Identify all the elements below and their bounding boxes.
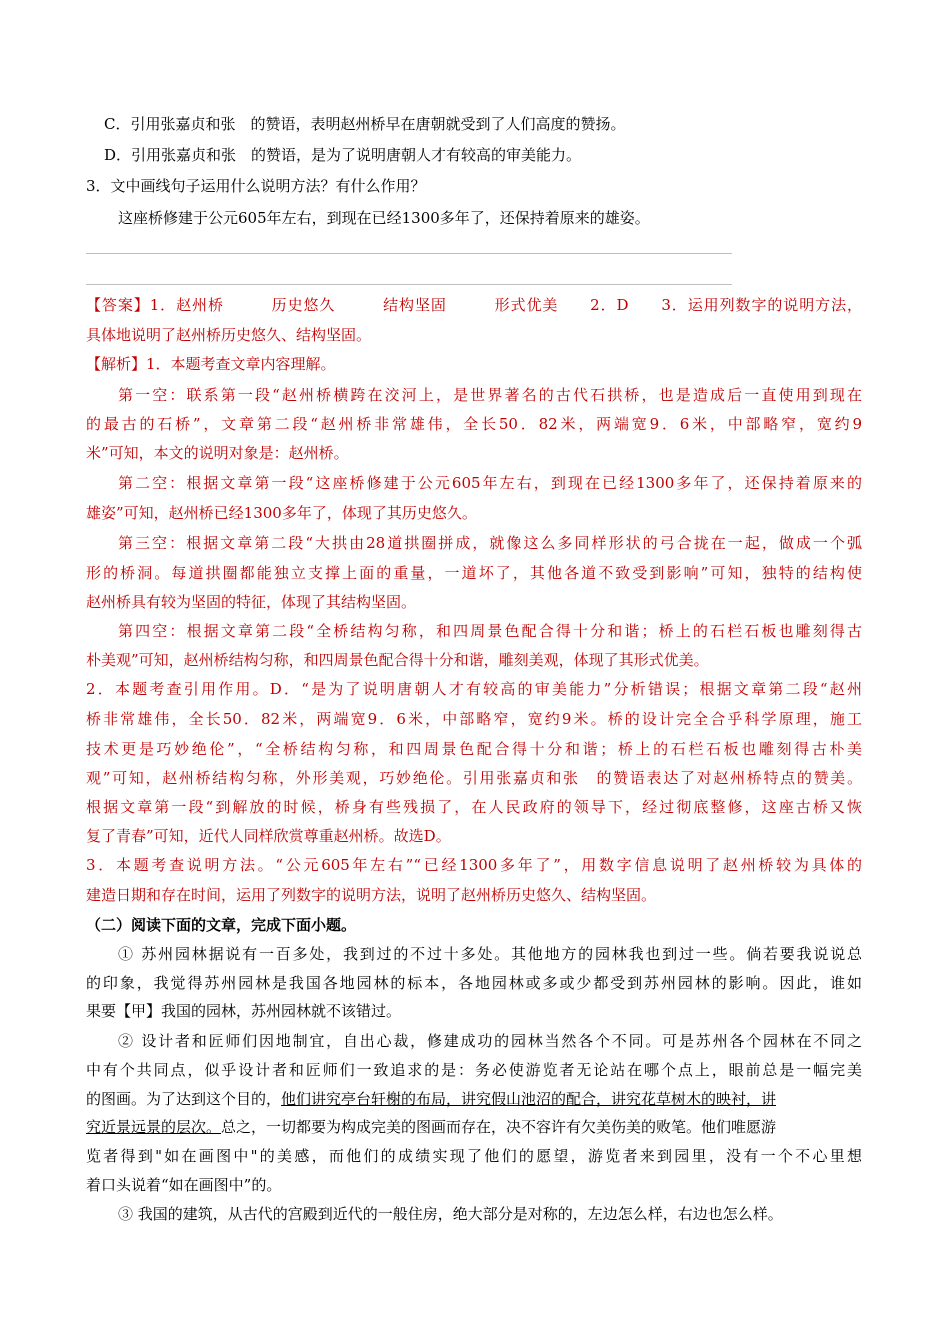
- analysis-text: 复了青春”可知，近代人同样欣赏尊重赵州桥。故选D。: [86, 827, 451, 845]
- passage-text: 的印象，我觉得苏州园林是我国各地园林的标本，各地园林或多或少都受到苏州园林的影响。因此，谁如: [86, 974, 862, 992]
- analysis-text: 观”可知，赵州桥结构匀称，外形美观，巧妙绝伦。引用张嘉贞和张 的赞语表达了对赵州桥特点的赞美。: [86, 769, 862, 787]
- analysis-text: 2．本题考查引用作用。D．“是为了说明唐朝人才有较高的审美能力”分析错误；根据文章第二段“赵州: [86, 680, 862, 698]
- analysis-text: 第一空：联系第一段“赵州桥横跨在洨河上，是世界著名的古代石拱桥，也是造成后一直使用到现在: [118, 386, 862, 404]
- analysis-text: 朴美观”可知，赵州桥结构匀称，和四周景色配合得十分和谐，雕刻美观，体现了其形式优美。: [86, 651, 709, 669]
- passage-text: 中有个共同点，似乎设计者和匠师们一致追求的是：务必使游览者无论站在哪个点上，眼前总是一幅完美: [86, 1061, 862, 1079]
- passage-text: 果要【甲】我国的园林，苏州园林就不该错过。: [86, 1002, 402, 1020]
- passage-text: ② 设计者和匠师们因地制宜，自出心裁，修建成功的园林当然各个不同。可是苏州各个园林在不同之: [118, 1032, 862, 1050]
- analysis-text: 建造日期和存在时间，运用了列数字的说明方法，说明了赵州桥历史悠久、结构坚固。: [86, 886, 657, 904]
- passage-text: ① 苏州园林据说有一百多处，我到过的不过十多处。其他地方的园林我也到过一些。倘若要我说说总: [118, 945, 862, 963]
- passage-plain-text: 的图画。为了达到这个目的，: [86, 1090, 282, 1108]
- analysis-text: 雄姿”可知，赵州桥已经1300多年了，体现了其历史悠久。: [86, 504, 477, 522]
- option-d: D．引用张嘉贞和张 的赞语，是为了说明唐朝人才有较高的审美能力。: [104, 146, 582, 164]
- analysis-text: 第四空：根据文章第二段“全桥结构匀称，和四周景色配合得十分和谐；桥上的石栏石板也雕刻得古: [118, 622, 862, 640]
- passage-text: ③ 我国的建筑，从古代的宫殿到近代的一般住房，绝大部分是对称的，左边怎么样，右边也怎么样。: [118, 1205, 783, 1223]
- analysis-heading: 【解析】1．本题考查文章内容理解。: [86, 355, 336, 373]
- analysis-text: 第二空：根据文章第一段“这座桥修建于公元605年左右，到现在已经1300多年了，还保持着原来的: [118, 474, 862, 492]
- analysis-text: 形的桥洞。每道拱圈都能独立支撑上面的重量，一道坏了，其他各道不致受到影响”可知，独特的结构使: [86, 564, 862, 582]
- analysis-text: 第三空：根据文章第二段“大拱由28道拱圈拼成，就像这么多同样形状的弓合拢在一起，做成一个弧: [118, 534, 862, 552]
- answer-line-2: 具体地说明了赵州桥历史悠久、结构坚固。: [86, 326, 372, 344]
- analysis-text: 桥非常雄伟，全长50．82米，两端宽9．6米，中部略窄，宽约9米。桥的设计完全合乎科学原理，施工: [86, 710, 862, 728]
- passage-text: [86, 1089, 776, 1109]
- answer-line: [86, 253, 732, 254]
- analysis-text: 赵州桥具有较为坚固的特征，体现了其结构坚固。: [86, 593, 417, 611]
- section-heading: （二）阅读下面的文章，完成下面小题。: [86, 916, 357, 934]
- question-3-sentence: 这座桥修建于公元605年左右，到现在已经1300多年了，还保持着原来的雄姿。: [118, 209, 650, 227]
- analysis-text: 的最古的石桥”，文章第二段“赵州桥非常雄伟，全长50．82米，两端宽9．6米，中部略窄，宽约9: [86, 415, 862, 433]
- passage-text: [86, 1117, 776, 1137]
- option-c: C．引用张嘉贞和张 的赞语，表明赵州桥早在唐朝就受到了人们高度的赞扬。: [104, 115, 626, 133]
- analysis-text: 米”可知，本文的说明对象是：赵州桥。: [86, 444, 349, 462]
- analysis-text: 根据文章第一段“到解放的时候，桥身有些残损了，在人民政府的领导下，经过彻底整修，这座古桥又恢: [86, 798, 862, 816]
- passage-text: 览者得到"如在画图中"的美感，而他们的成绩实现了他们的愿望，游览者来到园里，没有一个不心里想: [86, 1147, 862, 1165]
- answer-line: [86, 284, 732, 285]
- passage-plain-text: 总之，一切都要为构成完美的图画而存在，决不容许有欠美伤美的败笔。他们唯愿游: [221, 1118, 777, 1136]
- underlined-sentence: 究近景远景的层次。: [86, 1118, 222, 1136]
- answer-line-1: 【答案】1．赵州桥 历史悠久 结构坚固 形式优美 2．D 3．运用列数字的说明方法，: [86, 296, 862, 314]
- passage-text: 着口头说着“如在画图中”的。: [86, 1176, 282, 1194]
- question-3-prompt: 3．文中画线句子运用什么说明方法？有什么作用？: [86, 177, 426, 195]
- analysis-text: 技术更是巧妙绝伦”，“全桥结构匀称，和四周景色配合得十分和谐；桥上的石栏石板也雕刻得古朴美: [86, 740, 862, 758]
- analysis-text: 3．本题考查说明方法。“公元605年左右”“已经1300多年了”，用数字信息说明了赵州桥较为具体的: [86, 856, 862, 874]
- underlined-sentence: 他们讲究亭台轩榭的布局，讲究假山池沼的配合，讲究花草树木的映衬，讲: [281, 1090, 777, 1108]
